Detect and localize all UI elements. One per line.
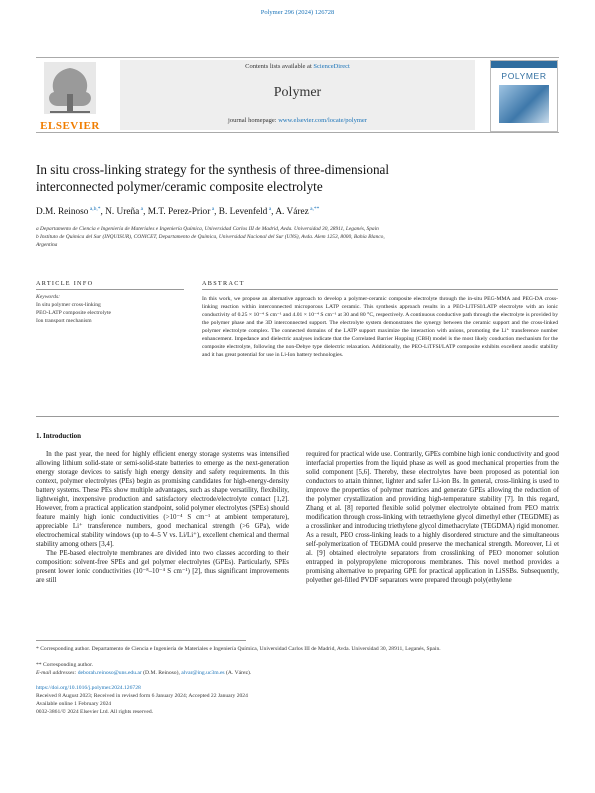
journal-name: Polymer bbox=[273, 85, 322, 100]
author-name[interactable]: D.M. Reinoso bbox=[36, 207, 89, 218]
elsevier-tree-logo bbox=[36, 60, 104, 128]
abstract-bottom-rule bbox=[36, 416, 559, 417]
sciencedirect-link[interactable]: ScienceDirect bbox=[313, 63, 350, 70]
author-affiliation-marker[interactable]: a,** bbox=[308, 206, 320, 212]
contents-line: Contents lists available at ScienceDirect bbox=[245, 63, 350, 70]
keyword-item: PEO-LATP composite electrolyte bbox=[36, 310, 111, 316]
cover-title: POLYMER bbox=[501, 71, 547, 81]
cover-image bbox=[499, 85, 549, 123]
available-online: Available online 1 February 2024 bbox=[36, 701, 112, 707]
homepage-line: journal homepage: www.elsevier.com/locate/polymer bbox=[228, 117, 367, 124]
article-info-heading: ARTICLE INFO bbox=[36, 280, 94, 287]
left-column bbox=[36, 450, 289, 585]
journal-reference[interactable]: Polymer 296 (2024) 126728 bbox=[260, 9, 335, 16]
author-list: D.M. Reinoso $^{a,b,*}$, N. Ureña $^a$, M.T. Perez-Prior $^a$, B. Levenfeld $^a$, A. Várez $^{a,**}$ bbox=[36, 206, 320, 218]
cover-band bbox=[491, 61, 557, 68]
author-name[interactable]: B. Levenfeld bbox=[218, 207, 268, 218]
affiliation-a: a Departamento de Ciencia e Ingeniería de Materiales e Ingeniería Química, Universidad Carlos III de Madrid, Avda. Universidad 30, 28911, Leganés, Spain bbox=[36, 226, 379, 232]
paragraph: The PE-based electrolyte membranes are divided into two classes according to their composition: solvent-free SPEs and gel polymer electrolytes (GPEs). Particularly, SPEs present lower ionic conductivities (10⁻⁸–10⁻⁴ S cm⁻¹) [2], thus significant improvements are still bbox=[36, 550, 289, 584]
abstract-heading: ABSTRACT bbox=[202, 280, 245, 287]
footnote-corresponding-1: * Corresponding author. Departamento de Ciencia e Ingeniería de Materiales e Ingeniería Química, Universidad Carlos III de Madrid, Avda. Universidad 30, 28911, Leganés, Spain. bbox=[36, 646, 441, 652]
author-affiliation-marker[interactable]: a bbox=[267, 206, 272, 212]
footnote-emails: E-mail addresses: deborah.reinoso@uns.edu.ar (D.M. Reinoso), alvar@ing.uc3m.es (A. Várez). bbox=[36, 670, 252, 676]
copyright-line: 0032-3861/© 2024 Elsevier Ltd. All rights reserved. bbox=[36, 709, 154, 715]
author-name[interactable]: N. Ureña bbox=[105, 207, 140, 218]
paragraph: In the past year, the need for highly efficient energy storage systems was intensified allowing lithium solid-state or semi-solid-state batteries to emerge as the next-generation energy storage devices to satisfy high energy density and safety requirements. In this context, polymer electrolytes (PEs) begin as promising candidates for high-energy-density battery systems. These PEs show multiple advantages, such as shape versatility, flexibility, lightweight, inexpensive production and satisfactory electrode/electrolyte contact [1,2]. However, from a practical application standpoint, solid polymer electrolytes (SPEs) should feature mainly high ionic conductivities (>10⁻⁴ S cm⁻¹ at ambient temperature), appreciable Li⁺ transference numbers, good mechanical strength (>6 GPa), wide electrochemical stability windows (up to 4–5 V vs. Li/Li⁺), excellent chemical and thermal stability among others [3,4]. bbox=[36, 451, 289, 548]
keyword-item: Ion transport mechanism bbox=[36, 318, 92, 324]
article-title: In situ cross-linking strategy for the synthesis of three-dimensional interconnected polymer/ceramic composite electrolyte bbox=[36, 162, 390, 194]
received-dates: Received 8 August 2023; Received in revised form 6 January 2024; Accepted 22 January 2024 bbox=[36, 693, 248, 699]
paragraph: required for practical wide use. Contrarily, GPEs combine high ionic conductivity and good interfacial properties from the liquid phase as well as good mechanical properties from the solid component [5,6]. Thereby, these electrolytes have been proposed as potential ion conductors to attain thinner, lighter and safer Li-ion Bs. In general, cross-linking is used to improve the properties of polymer matrices and generate GPEs allowing the reduction of the polymer crystallization and providing high-temperature stability [7]. In this regard, Zhang et al. [8] reported flexible solid polymer electrolyte obtained from PEO matrix modification through cross-linking with tetraethylene glycol dimethyl ether (TEGDME) as a crosslinker and introducing triethylene glycol dimethacrylate (TEGDMA) rigid monomer. As a result, PEO cross-linking leads to a highly disordered structure and the simultaneous self-polymerization of TEGDMA could preserve the mechanical strength. Moreover, Li et al. [9] obtained electrolyte separators from crosslinking of PEO monomer solution entrapped in polypropylene microporous membranes. This novel method provides a promising alternative to preparing GPE for practical application in LiSSBs. Subsequently, polyether gel-filled PVDF separators were prepared through poly(ethylene bbox=[306, 451, 559, 584]
affiliation-b: b Instituto de Química del Sur (INQUISUR), CONICET, Departamento de Química, Universidad Nacional del Sur (UNS), Avda. Alem 1253, 8000, Bahía Blanco, bbox=[36, 234, 385, 240]
footnote-rule bbox=[36, 640, 246, 641]
affiliation-b-cont: Argentina bbox=[36, 242, 58, 248]
keywords-label: Keywords: bbox=[36, 294, 61, 300]
abstract-text: In this work, we propose an alternative approach to develop a polymer-ceramic composite electrolyte through the in-situ PEG-MMA and PEG-DA cross-linking reaction within interconnected microporous LATP ceramic. This synthesis approach results in a PEO-LiTFSI/LATP electrolyte with an ionic conductivity of 0.25 × 10⁻⁴ S cm⁻¹ and 4.01 × 10⁻⁴ S cm⁻¹ at 30 and 80 °C, respectively. A continuous conductive path through the electrolyte is provided by the polymer phase and the 3D interconnected support. The electrolyte system demonstrates the synergy between the ceramic support and the cross-linked polymer electrolyte complex. The connected domains of the LATP support maximize the interaction with anions, promoting the Li⁺ transference number enhancement. Impedance and dielectric analyses indicate that the Correlated Barrier Hopping (CBH) model is the most likely conduction mechanism for the composite electrolyte, following the non-Debye type dielectric relaxation. Additionally, the PEO-LiTFSI/LATP composite exhibits excellent anodic stability and it has great potential for use in Li-Ion battery technologies. bbox=[202, 296, 558, 358]
footnote-corresponding-2: ** Corresponding author. bbox=[36, 662, 94, 668]
journal-homepage-link[interactable]: www.elsevier.com/locate/polymer bbox=[278, 117, 367, 124]
right-column bbox=[306, 450, 559, 585]
author-affiliation-marker[interactable]: a bbox=[210, 206, 215, 212]
journal-cover-thumbnail[interactable] bbox=[490, 60, 558, 132]
author-name[interactable]: A. Várez bbox=[275, 207, 309, 218]
author-affiliation-marker[interactable]: a bbox=[139, 206, 144, 212]
abstract-rule bbox=[202, 289, 558, 290]
section-heading-introduction: 1. Introduction bbox=[36, 432, 81, 440]
article-info-rule bbox=[36, 289, 184, 290]
elsevier-wordmark: ELSEVIER bbox=[40, 120, 100, 132]
author-name[interactable]: M.T. Perez-Prior bbox=[147, 207, 211, 218]
email-link-varez[interactable]: alvar@ing.uc3m.es bbox=[181, 670, 225, 676]
keyword-item: In situ polymer cross-linking bbox=[36, 302, 101, 308]
doi-link[interactable]: https://doi.org/10.1016/j.polymer.2024.126728 bbox=[36, 685, 141, 691]
author-affiliation-marker[interactable]: a,b,* bbox=[88, 206, 101, 212]
journal-masthead bbox=[120, 60, 475, 130]
email-link-reinoso[interactable]: deborah.reinoso@uns.edu.ar bbox=[77, 670, 142, 676]
